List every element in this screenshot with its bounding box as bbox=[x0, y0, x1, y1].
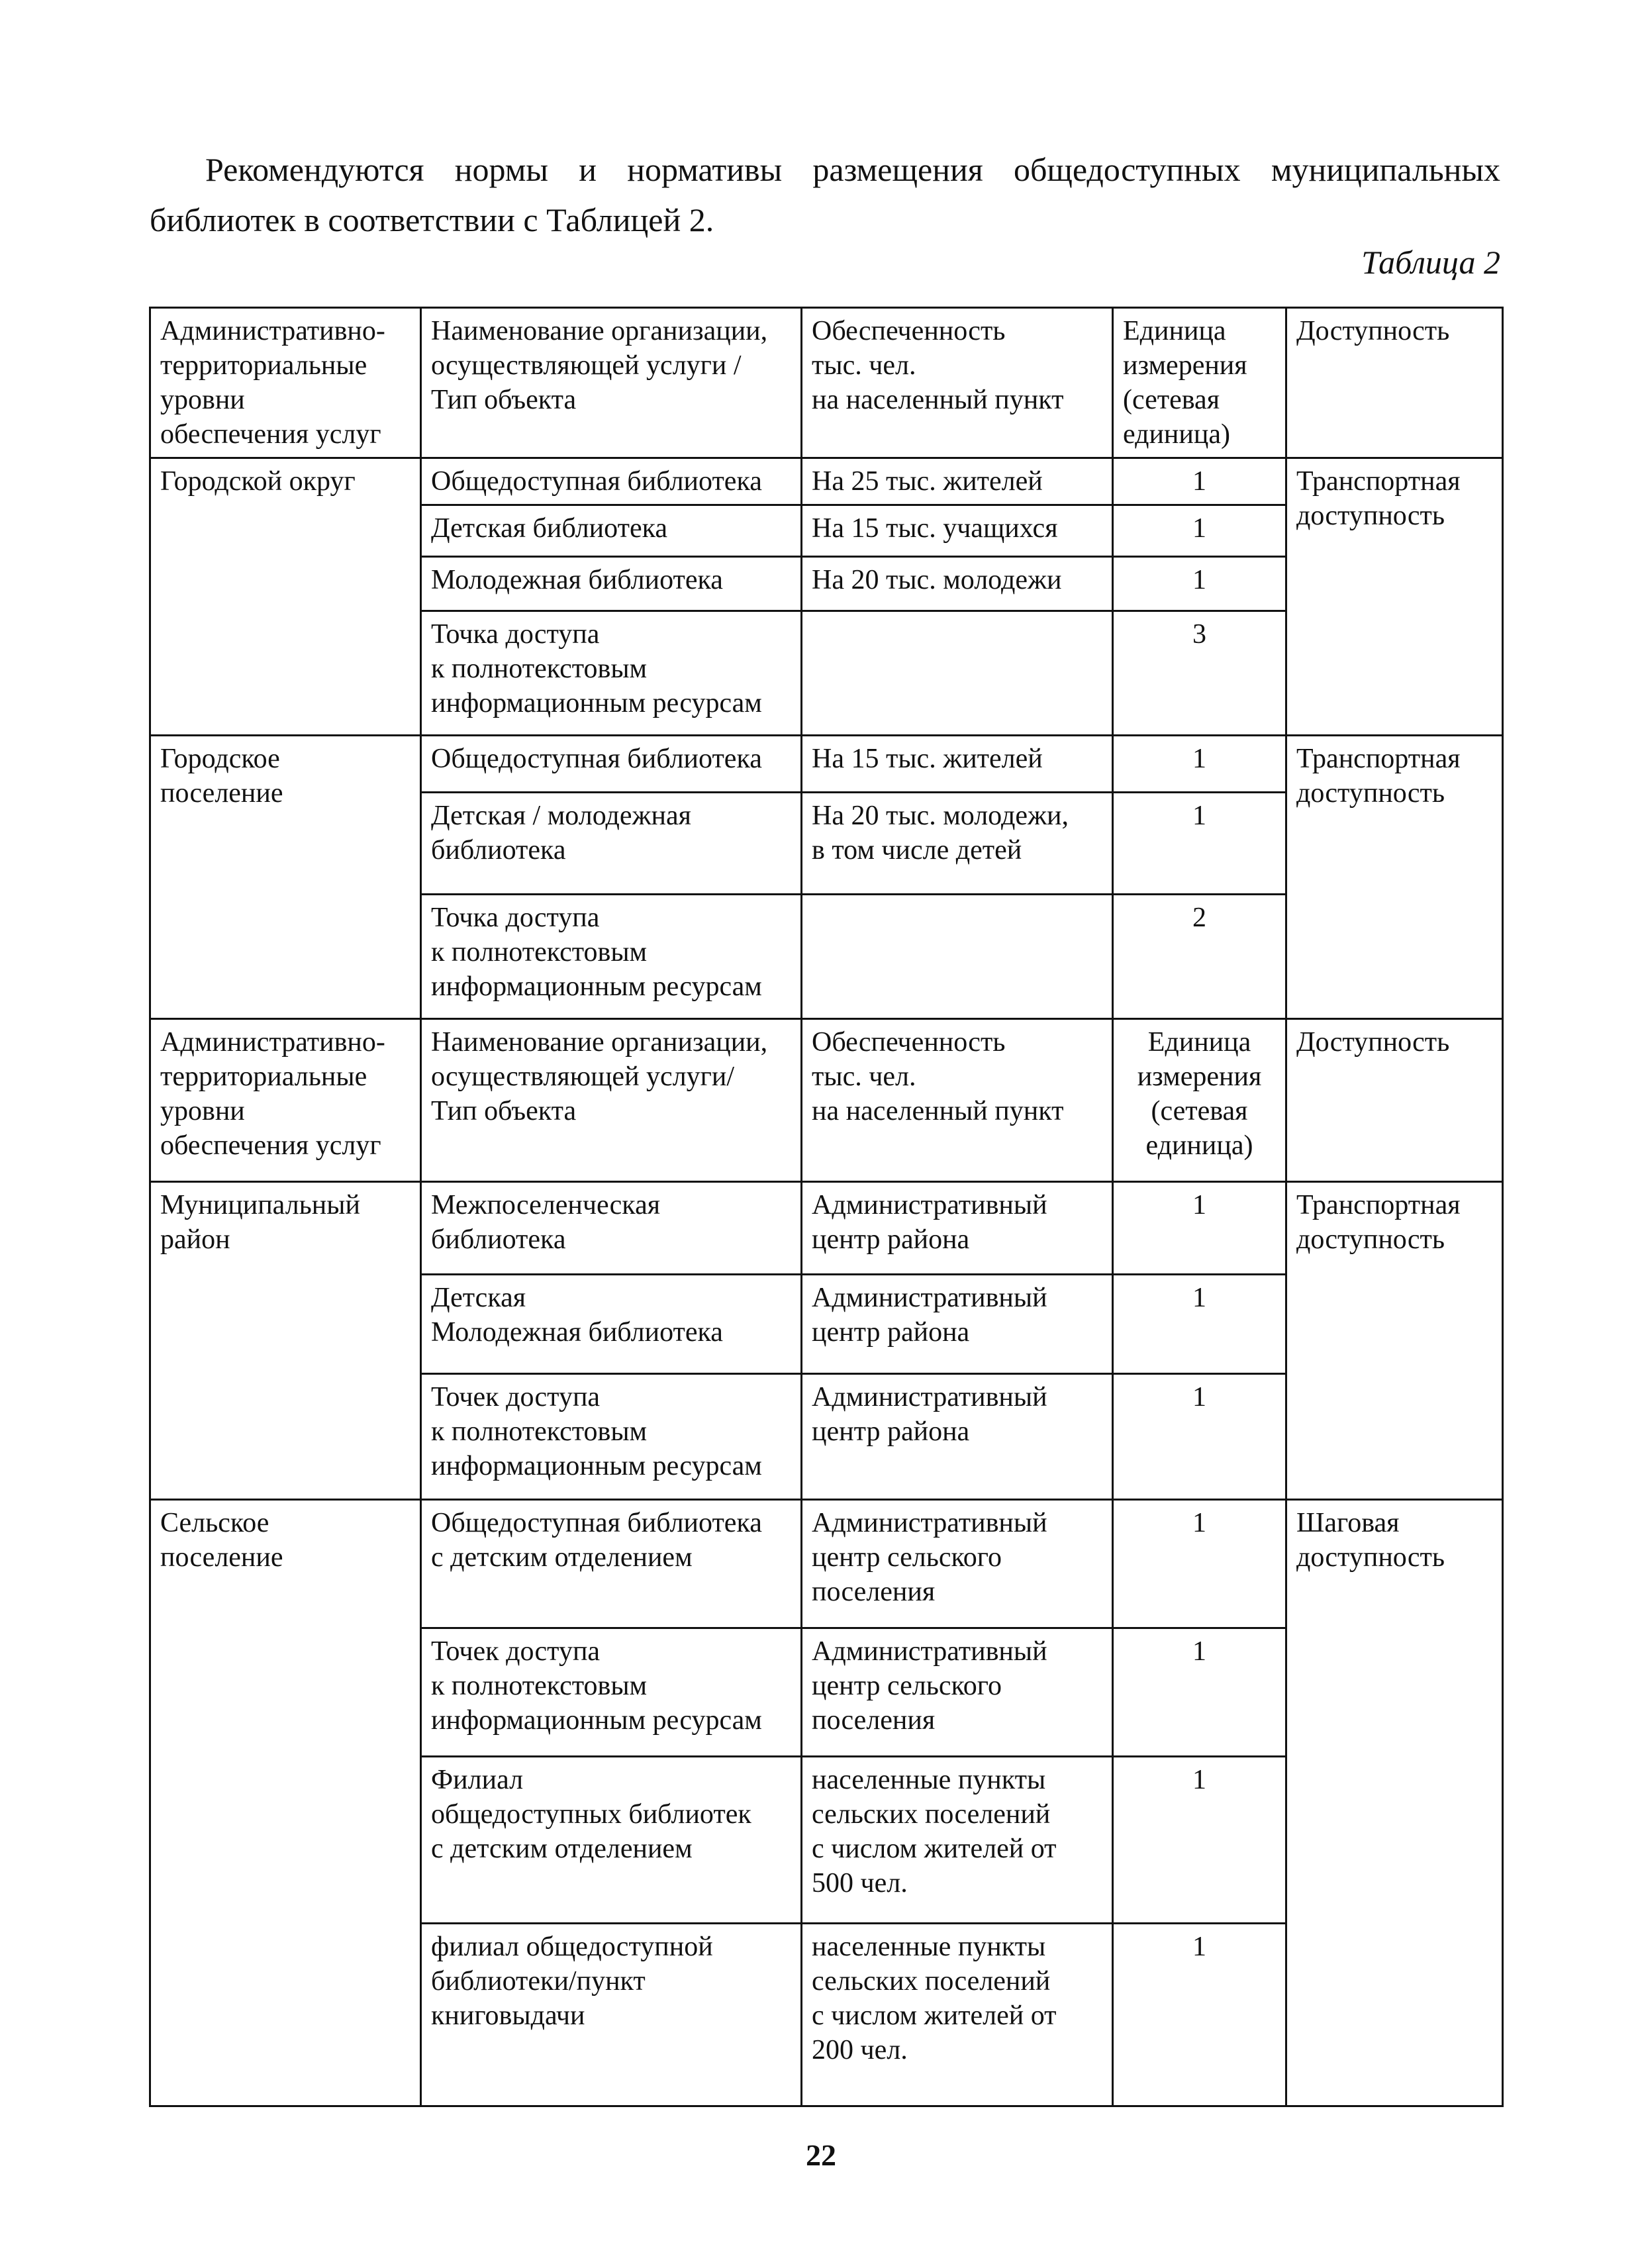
table-row bbox=[150, 458, 1503, 505]
org-cell: Детская Молодежная библиотека bbox=[421, 1275, 802, 1374]
header-unit: Единица измерения (сетевая единица) bbox=[1113, 1019, 1286, 1182]
access-urban-settlement: Транспортная доступность bbox=[1286, 736, 1503, 1019]
org-cell: Детская / молодежная библиотека bbox=[421, 793, 802, 895]
org-cell: Детская библиотека bbox=[421, 505, 802, 557]
supply-cell: Административный центр района bbox=[802, 1374, 1113, 1500]
unit-cell: 1 bbox=[1113, 1500, 1286, 1628]
table-row bbox=[150, 1182, 1503, 1275]
supply-cell: населенные пункты сельских поселений с числом жителей от 200 чел. bbox=[802, 1924, 1113, 2106]
org-cell: Общедоступная библиотека с детским отделением bbox=[421, 1500, 802, 1628]
unit-cell: 2 bbox=[1113, 895, 1286, 1019]
page-number: 22 bbox=[806, 2138, 836, 2172]
header-level: Административно- территориальные уровни обеспечения услуг bbox=[150, 1019, 421, 1182]
table-header-row bbox=[150, 308, 1503, 458]
unit-cell: 1 bbox=[1113, 1628, 1286, 1757]
org-cell: Точка доступа к полнотекстовым информационным ресурсам bbox=[421, 611, 802, 736]
supply-cell: На 20 тыс. молодежи, в том числе детей bbox=[802, 793, 1113, 895]
supply-cell: На 15 тыс. жителей bbox=[802, 736, 1113, 793]
unit-cell: 1 bbox=[1113, 793, 1286, 895]
table-row bbox=[150, 1500, 1503, 1628]
unit-cell: 1 bbox=[1113, 557, 1286, 611]
unit-cell: 1 bbox=[1113, 505, 1286, 557]
supply-cell: Административный центр сельского поселения bbox=[802, 1628, 1113, 1757]
table-row bbox=[150, 736, 1503, 793]
header-access: Доступность bbox=[1286, 308, 1503, 458]
unit-cell: 3 bbox=[1113, 611, 1286, 736]
header-unit: Единица измерения (сетевая единица) bbox=[1113, 308, 1286, 458]
level-rural-settlement: Сельское поселение bbox=[150, 1500, 421, 2106]
org-cell: Молодежная библиотека bbox=[421, 557, 802, 611]
unit-cell: 1 bbox=[1113, 736, 1286, 793]
supply-cell bbox=[802, 895, 1113, 1019]
header-level: Административно- территориальные уровни обеспечения услуг bbox=[150, 308, 421, 458]
level-city-district: Городской округ bbox=[150, 458, 421, 736]
org-cell: филиал общедоступной библиотеки/пункт книговыдачи bbox=[421, 1924, 802, 2106]
unit-cell: 1 bbox=[1113, 1182, 1286, 1275]
unit-cell: 1 bbox=[1113, 458, 1286, 505]
supply-cell: Административный центр района bbox=[802, 1182, 1113, 1275]
access-rural-settlement: Шаговая доступность bbox=[1286, 1500, 1503, 2106]
org-cell: Филиал общедоступных библиотек с детским отделением bbox=[421, 1757, 802, 1924]
header-org: Наименование организации, осуществляющей услуги/ Тип объекта bbox=[421, 1019, 802, 1182]
header-supply: Обеспеченность тыс. чел. на населенный пункт bbox=[802, 1019, 1113, 1182]
access-municipal-district: Транспортная доступность bbox=[1286, 1182, 1503, 1500]
supply-cell: На 20 тыс. молодежи bbox=[802, 557, 1113, 611]
supply-cell: На 25 тыс. жителей bbox=[802, 458, 1113, 505]
unit-cell: 1 bbox=[1113, 1924, 1286, 2106]
intro-paragraph: Рекомендуются нормы и нормативы размещения общедоступных муниципальных библиотек в соответствии с Таблицей 2. bbox=[150, 151, 1500, 238]
org-cell: Общедоступная библиотека bbox=[421, 736, 802, 793]
header-org: Наименование организации, осуществляющей услуги / Тип объекта bbox=[421, 308, 802, 458]
unit-cell: 1 bbox=[1113, 1757, 1286, 1924]
supply-cell: Административный центр сельского поселения bbox=[802, 1500, 1113, 1628]
org-cell: Точка доступа к полнотекстовым информационным ресурсам bbox=[421, 895, 802, 1019]
level-municipal-district: Муниципальный район bbox=[150, 1182, 421, 1500]
supply-cell: На 15 тыс. учащихся bbox=[802, 505, 1113, 557]
org-cell: Точек доступа к полнотекстовым информационным ресурсам bbox=[421, 1374, 802, 1500]
access-city-district: Транспортная доступность bbox=[1286, 458, 1503, 736]
unit-cell: 1 bbox=[1113, 1374, 1286, 1500]
supply-cell: населенные пункты сельских поселений с числом жителей от 500 чел. bbox=[802, 1757, 1113, 1924]
org-cell: Точек доступа к полнотекстовым информационным ресурсам bbox=[421, 1628, 802, 1757]
table-caption: Таблица 2 bbox=[1361, 244, 1500, 281]
table-header-row-repeat bbox=[150, 1019, 1503, 1182]
header-access: Доступность bbox=[1286, 1019, 1503, 1182]
level-urban-settlement: Городское поселение bbox=[150, 736, 421, 1019]
intro-text bbox=[150, 144, 1500, 245]
org-cell: Межпоселенческая библиотека bbox=[421, 1182, 802, 1275]
org-cell: Общедоступная библиотека bbox=[421, 458, 802, 505]
supply-cell bbox=[802, 611, 1113, 736]
supply-cell: Административный центр района bbox=[802, 1275, 1113, 1374]
unit-cell: 1 bbox=[1113, 1275, 1286, 1374]
header-supply: Обеспеченность тыс. чел. на населенный пункт bbox=[802, 308, 1113, 458]
library-norms-table bbox=[149, 307, 1504, 2107]
